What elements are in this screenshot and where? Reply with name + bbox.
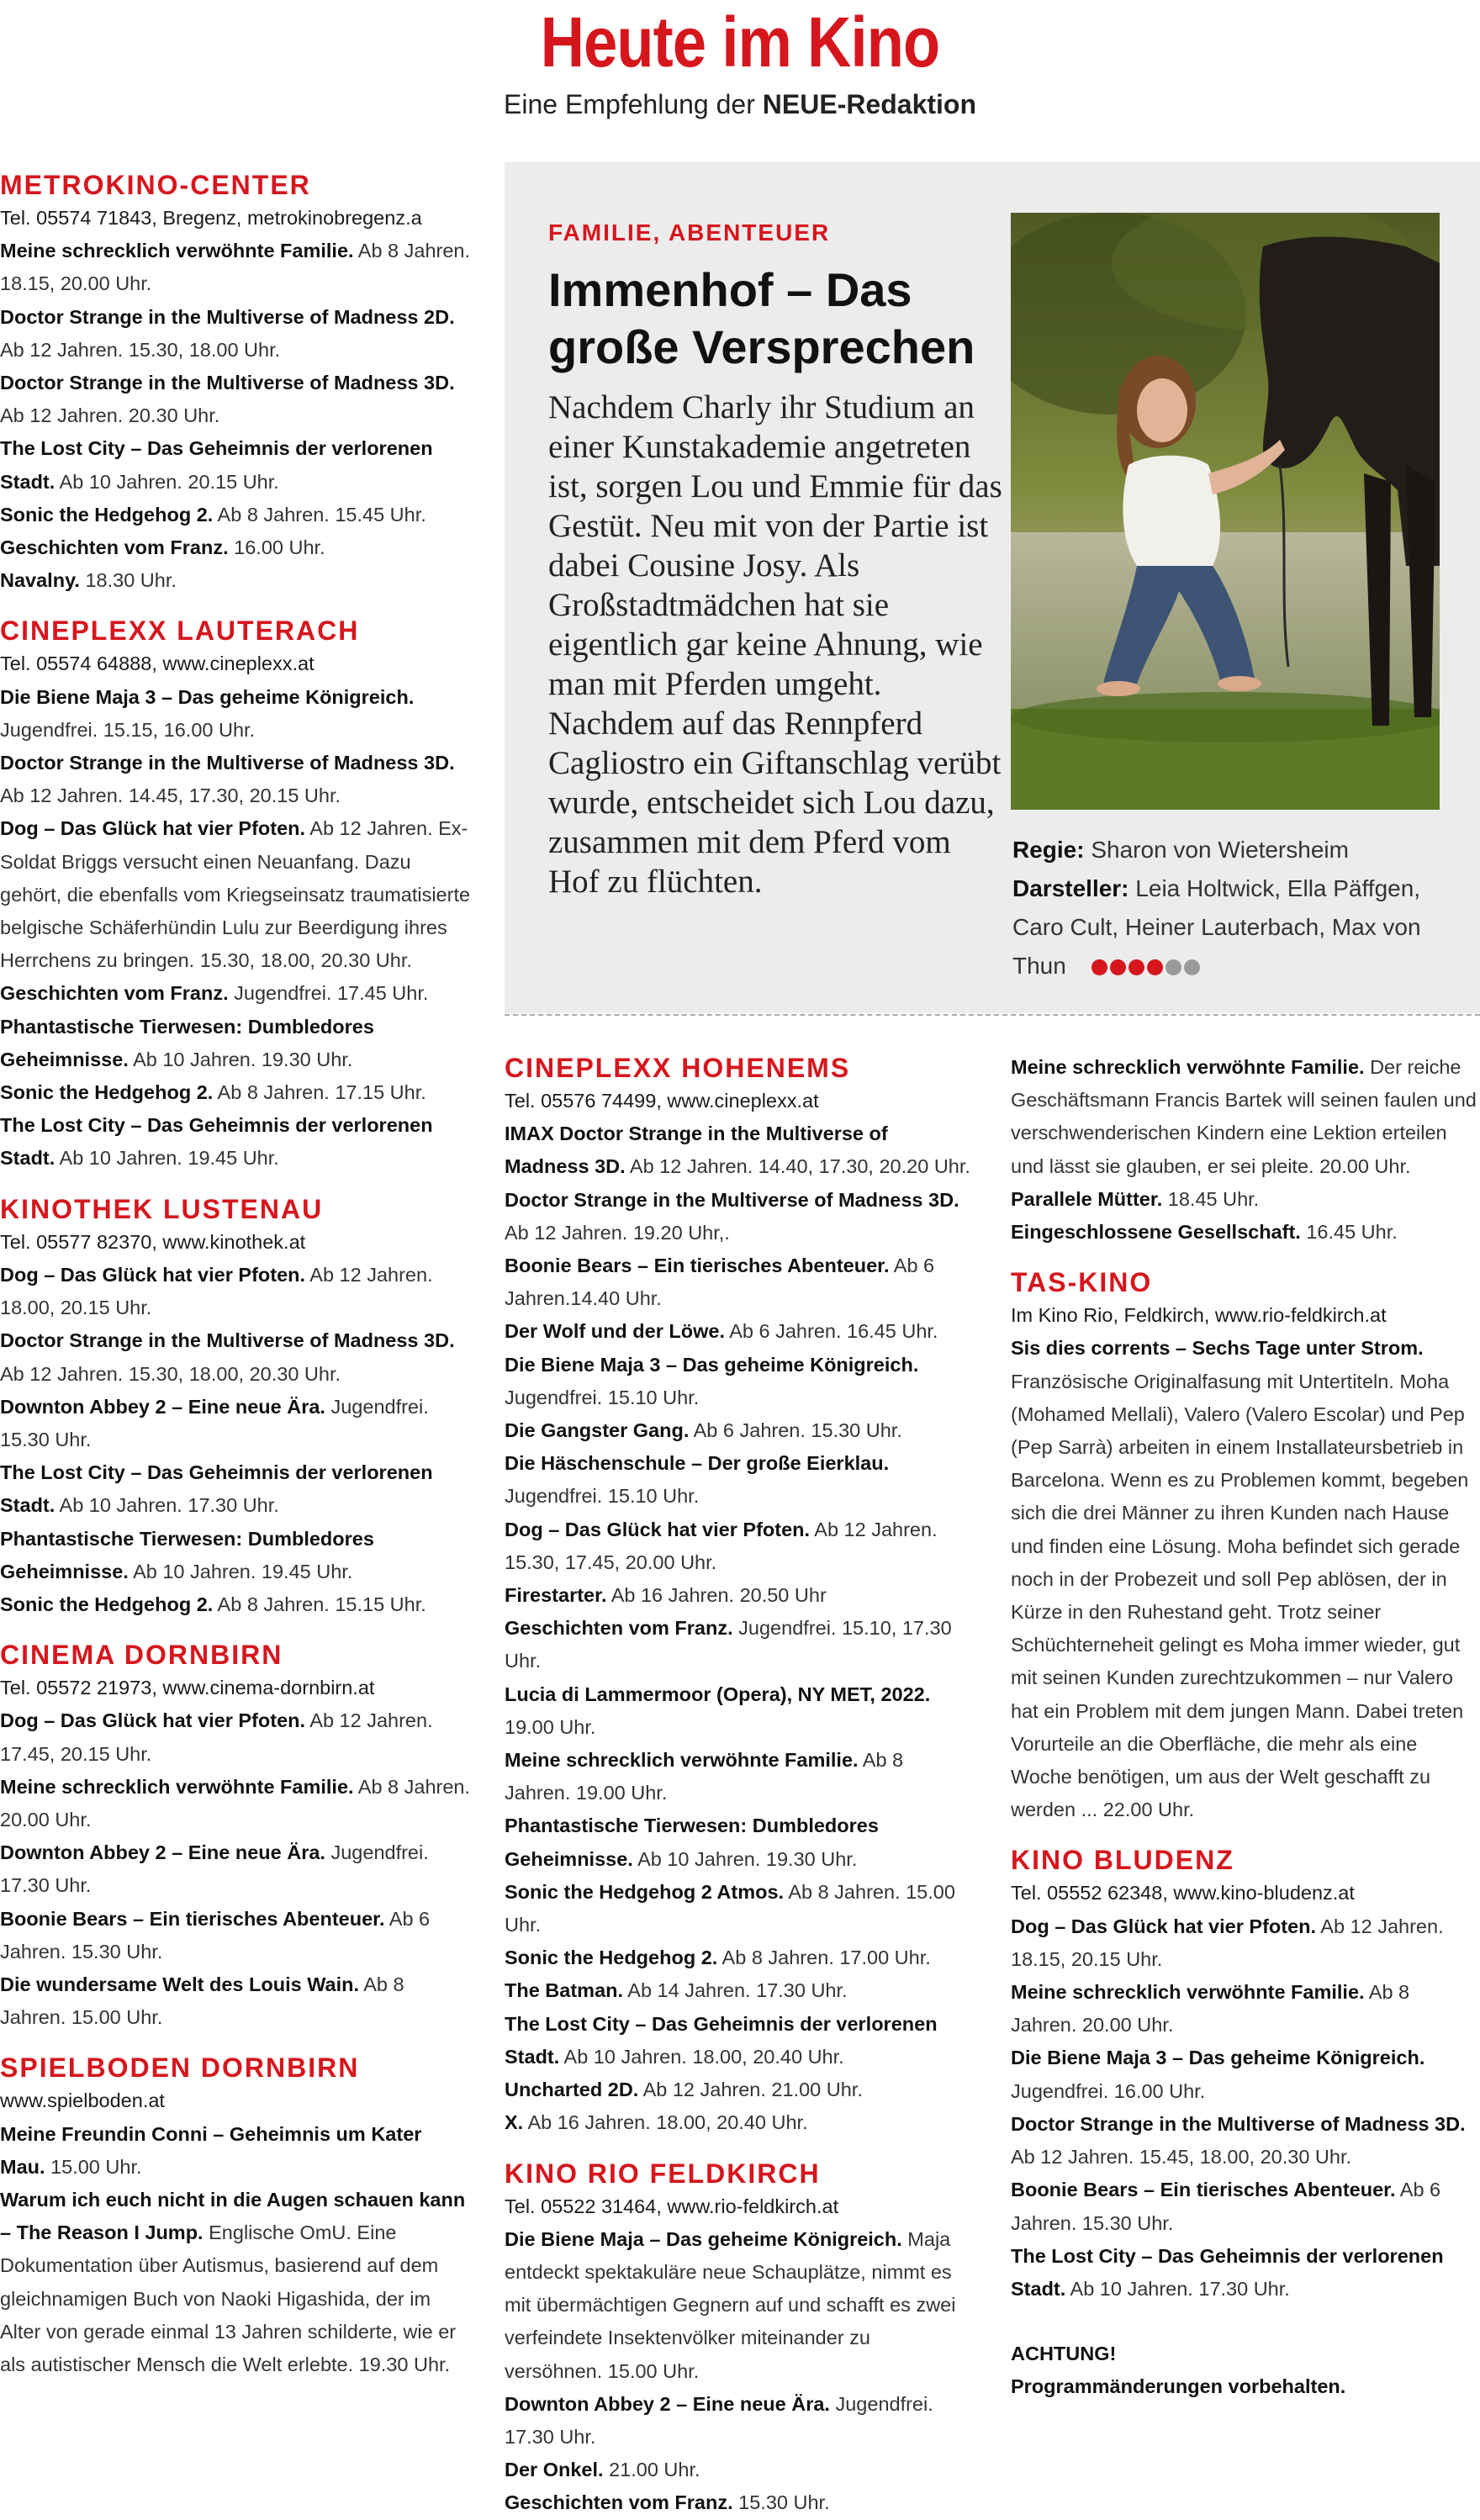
film-entry bbox=[1011, 2042, 1480, 2107]
film-details: Ab 10 Jahren. 20.15 Uhr. bbox=[59, 470, 279, 493]
film-details: Ab 12 Jahren. 14.45, 17.30, 20.15 Uhr. bbox=[0, 785, 341, 807]
cinema-contact: Tel. 05574 71843, Bregenz, metrokinobregenz.a bbox=[0, 207, 422, 229]
film-details: Französische Originalfasung mit Untertiteln. Moha (Mohamed Mellali), Valero (Valero Escolar) und Pep (Pep Sarrà) arbeiten in einem Installateursbetrieb in Barcelona. Wenn es zu Problemen kommt, begeben sich die drei Männer zu ihren Kunden nach Hause und finden eine Lösung. Moha befindet sich gerade noch in der Probezeit und soll Pep ablösen, der in Kürze in den Ruhestand geht. Trotz seiner Schüchterneheit gelingt es Moha immer wieder, gut mit seinen Kunden zurechtzukommen – nur Valero hat ein Problem mit dem jungen Mann. Dabei treten Vorurteile an die Oberfläche, die mehr als eine Woche benötigen, um aus der Welt geschafft zu werden ... 22.00 Uhr. bbox=[1011, 1370, 1469, 1821]
film-details: Ab 10 Jahren. 17.30 Uhr. bbox=[1070, 2277, 1290, 2300]
film-title: X. bbox=[505, 2111, 524, 2134]
film-title: Der Wolf und der Löwe. bbox=[505, 1320, 725, 1343]
film-title: Phantastische Tierwesen: Dumbledores Geheimnisse. bbox=[0, 1015, 374, 1070]
notice-text: Programmänderungen vorbehalten. bbox=[1011, 2375, 1346, 2398]
film-title: Downton Abbey 2 – Eine neue Ära. bbox=[0, 1395, 325, 1418]
film-entry bbox=[1011, 2108, 1480, 2174]
film-entry bbox=[505, 1514, 971, 1579]
film-details: Ab 8 Jahren. 15.00 Uhr. bbox=[505, 1880, 955, 1936]
film-details: Ab 10 Jahren. 19.30 Uhr. bbox=[637, 1847, 858, 1870]
regie-value: Sharon von Wietersheim bbox=[1091, 837, 1349, 863]
rating-dot-filled bbox=[1110, 959, 1126, 975]
film-details: Ab 16 Jahren. 20.50 Uhr bbox=[610, 1584, 827, 1607]
film-details: Ab 8 Jahren. 20.00 Uhr. bbox=[0, 1775, 471, 1831]
film-details: Ab 12 Jahren. 18.15, 20.15 Uhr. bbox=[1011, 1915, 1444, 1970]
film-entry bbox=[505, 1678, 971, 1744]
feature-photo bbox=[1011, 213, 1440, 810]
film-title: Die Biene Maja 3 – Das geheime Königreich. bbox=[0, 685, 415, 708]
cinema-contact: www.spielboden.at bbox=[0, 2089, 165, 2112]
film-title: Doctor Strange in the Multiverse of Madness 2D. bbox=[0, 305, 455, 328]
film-title: Die Häschenschule – Der große Eierklau. bbox=[505, 1452, 890, 1475]
film-entry bbox=[0, 367, 471, 432]
film-entry bbox=[0, 1968, 471, 2034]
film-details: Ab 8 Jahren. 15.00 Uhr. bbox=[0, 1973, 404, 2029]
cinema-name: CINEMA DORNBIRN bbox=[0, 1640, 283, 1671]
feature-divider bbox=[505, 1014, 1480, 1016]
film-title: Die Biene Maja 3 – Das geheime Königreich. bbox=[505, 1353, 919, 1376]
film-title: Phantastische Tierwesen: Dumbledores Geheimnisse. bbox=[505, 1815, 879, 1870]
col3-cinemas bbox=[1011, 1265, 1480, 2306]
film-entry bbox=[0, 564, 471, 597]
film-details: Ab 6 Jahren.14.40 Uhr. bbox=[505, 1255, 935, 1310]
film-details: 15.00 Uhr. bbox=[50, 2155, 142, 2178]
film-title: Meine Freundin Conni – Geheimnis um Kater Mau. bbox=[0, 2122, 422, 2178]
film-entry bbox=[0, 1523, 471, 1588]
film-title: Dog – Das Glück hat vier Pfoten. bbox=[0, 1709, 306, 1732]
film-entry bbox=[505, 1349, 971, 1414]
film-entry bbox=[505, 2388, 971, 2454]
film-entry bbox=[505, 1117, 971, 1183]
film-details: Ab 8 Jahren. 19.00 Uhr. bbox=[505, 1749, 904, 1804]
film-entry bbox=[0, 1324, 471, 1390]
film-details: Jugendfrei. 15.10 Uhr. bbox=[505, 1485, 700, 1508]
film-details: Ab 8 Jahren. 17.15 Uhr. bbox=[217, 1081, 426, 1104]
film-title: Boonie Bears – Ein tierisches Abenteuer. bbox=[0, 1907, 385, 1930]
film-title: Sis dies corrents – Sechs Tage unter Strom. bbox=[1011, 1337, 1424, 1360]
feature-genre: FAMILIE, ABENTEUER bbox=[548, 219, 831, 246]
film-details: Ab 12 Jahren. 15.30, 18.00 Uhr. bbox=[0, 338, 281, 361]
cinema-name: METROKINO-CENTER bbox=[0, 170, 311, 200]
cinema-contact: Tel. 05522 31464, www.rio-feldkirch.at bbox=[505, 2195, 839, 2217]
film-entry bbox=[505, 1876, 971, 1942]
page-title: Heute im Kino bbox=[540, 3, 940, 82]
photo-illustration bbox=[1011, 213, 1440, 810]
film-entry bbox=[0, 2184, 471, 2381]
film-details: Jugendfrei. 17.45 Uhr. bbox=[234, 982, 429, 1005]
film-details: 18.30 Uhr. bbox=[85, 569, 177, 592]
rating-dot-filled bbox=[1147, 959, 1163, 975]
rating-dots bbox=[1092, 948, 1202, 987]
film-entry bbox=[0, 235, 471, 300]
film-title: Downton Abbey 2 – Eine neue Ära. bbox=[0, 1841, 325, 1864]
credit-regie bbox=[1012, 831, 1450, 869]
film-entry bbox=[505, 1744, 971, 1809]
film-entry bbox=[0, 1011, 471, 1076]
film-details: Ab 12 Jahren. Ex-Soldat Briggs versucht einen Neuanfang. Dazu gehört, die ebenfalls vom Kriegseinsatz traumatisierte belgische Schäferhündin Lulu zur Beerdigung ihres Herrchens zu bringen. 15.30, 18.00, 20.30 Uhr. bbox=[0, 817, 471, 972]
cinema-contact: Tel. 05572 21973, www.cinema-dornbirn.at bbox=[0, 1677, 375, 1699]
film-details: Ab 6 Jahren. 15.30 Uhr. bbox=[0, 1907, 431, 1963]
column-right bbox=[1011, 1051, 1480, 2404]
film-entry bbox=[0, 2118, 471, 2184]
rating-dot-filled bbox=[1092, 959, 1107, 975]
film-details: Ab 8 Jahren. 18.15, 20.00 Uhr. bbox=[0, 240, 471, 295]
film-title: The Lost City – Das Geheimnis der verlorenen Stadt. bbox=[0, 437, 433, 493]
notice-title: ACHTUNG! bbox=[1011, 2343, 1117, 2365]
film-entry bbox=[0, 1588, 471, 1621]
film-entry bbox=[0, 812, 471, 977]
film-title: Sonic the Hedgehog 2 Atmos. bbox=[505, 1880, 785, 1903]
film-title: Meine schrecklich verwöhnte Familie. bbox=[1011, 1981, 1365, 2004]
film-title: IMAX Doctor Strange in the Multiverse of Madness 3D. bbox=[505, 1123, 888, 1178]
film-entry bbox=[0, 1076, 471, 1109]
film-details: Jugendfrei. 16.00 Uhr. bbox=[1011, 2079, 1206, 2102]
film-details: 16.45 Uhr. bbox=[1306, 1221, 1398, 1244]
film-entry bbox=[0, 499, 471, 531]
film-entry bbox=[1011, 2174, 1480, 2239]
film-entry bbox=[505, 1414, 971, 1447]
feature-box bbox=[505, 162, 1480, 1013]
film-details: Ab 12 Jahren. 19.20 Uhr,. bbox=[505, 1221, 730, 1244]
film-details: Ab 8 Jahren. 17.00 Uhr. bbox=[722, 1947, 931, 1969]
film-entry bbox=[505, 1974, 971, 2007]
film-details: Ab 10 Jahren. 17.30 Uhr. bbox=[59, 1494, 279, 1517]
rating-dot-filled bbox=[1128, 959, 1144, 975]
film-title: Geschichten vom Franz. bbox=[505, 1617, 733, 1640]
film-entry bbox=[505, 2074, 971, 2106]
cinema-name: KINO RIO FELDKIRCH bbox=[505, 2158, 821, 2189]
film-title: Geschichten vom Franz. bbox=[505, 2491, 733, 2514]
film-details: Maja entdeckt spektakuläre neue Schauplätze, nimmt es mit übermächtigen Gegnern auf und schafft es zwei verfeindete Insektenvölker miteinander zu versöhnen. 15.00 Uhr. bbox=[505, 2227, 956, 2382]
film-title: Sonic the Hedgehog 2. bbox=[0, 1593, 214, 1615]
cinema-name: TAS-KINO bbox=[1011, 1267, 1153, 1298]
film-entry bbox=[0, 1704, 471, 1770]
film-entry bbox=[505, 2486, 971, 2519]
film-title: Geschichten vom Franz. bbox=[0, 982, 229, 1005]
cinema-contact: Tel. 05552 62348, www.kino-bludenz.at bbox=[1011, 1882, 1355, 1905]
film-entry bbox=[505, 2223, 971, 2388]
film-details: Ab 8 Jahren. 20.00 Uhr. bbox=[1011, 1981, 1410, 2037]
film-title: Die Gangster Gang. bbox=[505, 1419, 690, 1442]
film-details: Jugendfrei. 17.30 Uhr. bbox=[0, 1841, 429, 1897]
film-entry bbox=[1011, 2240, 1480, 2306]
film-entry bbox=[0, 1836, 471, 1902]
film-details: Ab 8 Jahren. 15.15 Uhr. bbox=[217, 1593, 426, 1615]
film-details: Ab 10 Jahren. 19.45 Uhr. bbox=[133, 1560, 353, 1582]
film-entry bbox=[0, 977, 471, 1010]
film-title: Sonic the Hedgehog 2. bbox=[0, 1081, 214, 1104]
film-title: Meine schrecklich verwöhnte Familie. bbox=[1011, 1056, 1365, 1078]
film-details: Ab 12 Jahren. 20.30 Uhr. bbox=[0, 404, 220, 427]
film-entry bbox=[505, 2106, 971, 2139]
film-entry bbox=[0, 301, 471, 367]
film-title: Eingeschlossene Gesellschaft. bbox=[1011, 1221, 1301, 1244]
film-entry bbox=[505, 1809, 971, 1875]
film-details: Jugendfrei. 15.15, 16.00 Uhr. bbox=[0, 718, 256, 741]
film-details: Ab 12 Jahren. 14.40, 17.30, 20.20 Uhr. bbox=[629, 1155, 970, 1178]
film-entry bbox=[1011, 1051, 1480, 1183]
film-title: Meine schrecklich verwöhnte Familie. bbox=[0, 240, 354, 262]
film-entry bbox=[0, 747, 471, 812]
film-title: Doctor Strange in the Multiverse of Madness 3D. bbox=[0, 372, 455, 394]
feature-credits bbox=[1012, 831, 1450, 987]
cinema-name: CINEPLEXX HOHENEMS bbox=[505, 1053, 851, 1083]
film-title: Boonie Bears – Ein tierisches Abenteuer. bbox=[505, 1255, 890, 1277]
subtitle-prefix: Eine Empfehlung der bbox=[504, 89, 763, 119]
film-entry bbox=[1011, 1216, 1480, 1249]
film-details: Ab 6 Jahren. 15.30 Uhr. bbox=[1011, 2179, 1441, 2234]
film-title: Phantastische Tierwesen: Dumbledores Geheimnisse. bbox=[0, 1527, 374, 1582]
film-details: Ab 6 Jahren. 16.45 Uhr. bbox=[729, 1320, 938, 1343]
film-details: Ab 12 Jahren. 15.30, 18.00, 20.30 Uhr. bbox=[0, 1362, 341, 1385]
film-title: Dog – Das Glück hat vier Pfoten. bbox=[0, 817, 306, 840]
film-entry bbox=[1011, 1910, 1480, 1976]
film-title: The Lost City – Das Geheimnis der verlorenen Stadt. bbox=[0, 1114, 433, 1170]
film-entry bbox=[505, 2454, 971, 2486]
film-title: Lucia di Lammermoor (Opera), NY MET, 2022. bbox=[505, 1683, 931, 1705]
film-title: Doctor Strange in the Multiverse of Madness 3D. bbox=[0, 752, 455, 774]
film-details: Ab 12 Jahren. 17.45, 20.15 Uhr. bbox=[0, 1709, 433, 1765]
film-entry bbox=[0, 531, 471, 564]
cinema-contact: Tel. 05577 82370, www.kinothek.at bbox=[0, 1230, 306, 1253]
film-details: Ab 10 Jahren. 19.30 Uhr. bbox=[133, 1048, 353, 1070]
film-title: Die Biene Maja – Das geheime Königreich. bbox=[505, 2227, 902, 2250]
film-details: Ab 12 Jahren. 21.00 Uhr. bbox=[642, 2079, 863, 2101]
darsteller-value: Leia Holtwick, Ella Päffgen, Caro Cult, Heiner Lauterbach, Max von Thun bbox=[1012, 875, 1421, 979]
film-title: The Batman. bbox=[505, 1979, 624, 2002]
film-details: Englische OmU. Eine Dokumentation über Autismus, basierend auf dem gleichnamigen Buch von Naoki Higashida, der im Alter von gerade einmal 13 Jahren schilderte, wie er als autistischer Mensch die Welt erlebte. 19.30 Uhr. bbox=[0, 2222, 457, 2375]
film-title: Sonic the Hedgehog 2. bbox=[505, 1947, 718, 1969]
film-entry bbox=[0, 1456, 471, 1522]
notice bbox=[1011, 2338, 1480, 2403]
film-title: Doctor Strange in the Multiverse of Madness 3D. bbox=[1011, 2112, 1466, 2135]
rating-dot-empty bbox=[1166, 959, 1181, 975]
rio-continued bbox=[1011, 1051, 1480, 1249]
film-details: Jugendfrei. 17.30 Uhr. bbox=[505, 2392, 933, 2448]
film-entry bbox=[0, 1109, 471, 1175]
subtitle-brand: NEUE-Redaktion bbox=[762, 89, 976, 119]
film-title: Warum ich euch nicht in die Augen schauen kann – The Reason I Jump. bbox=[0, 2188, 466, 2244]
film-details: 16.00 Uhr. bbox=[234, 536, 325, 559]
film-details: 15.30 Uhr. bbox=[738, 2491, 830, 2514]
cinema-contact: Tel. 05574 64888, www.cineplexx.at bbox=[0, 652, 314, 675]
film-entry bbox=[0, 681, 471, 747]
cinema-name: SPIELBODEN DORNBIRN bbox=[0, 2052, 360, 2084]
darsteller-label: Darsteller: bbox=[1012, 875, 1129, 901]
cinema-contact: Im Kino Rio, Feldkirch, www.rio-feldkirch.at bbox=[1011, 1304, 1387, 1327]
cinema-name: KINO BLUDENZ bbox=[1011, 1845, 1234, 1876]
film-title: Dog – Das Glück hat vier Pfoten. bbox=[0, 1263, 306, 1286]
film-details: Ab 8 Jahren. 15.45 Uhr. bbox=[217, 503, 426, 526]
film-entry bbox=[505, 1447, 971, 1513]
film-details: 21.00 Uhr. bbox=[609, 2459, 700, 2481]
film-entry bbox=[1011, 1976, 1480, 2042]
film-entry bbox=[0, 1903, 471, 1968]
film-details: Ab 16 Jahren. 18.00, 20.40 Uhr. bbox=[527, 2111, 808, 2134]
cinema-contact: Tel. 05576 74499, www.cineplexx.at bbox=[505, 1090, 819, 1112]
film-details: Ab 14 Jahren. 17.30 Uhr. bbox=[627, 1979, 848, 2002]
film-title: Doctor Strange in the Multiverse of Madness 3D. bbox=[0, 1329, 455, 1352]
film-entry bbox=[505, 1315, 971, 1348]
film-details: Ab 12 Jahren. 15.30, 17.45, 20.00 Uhr. bbox=[505, 1518, 938, 1573]
film-title: Die wundersame Welt des Louis Wain. bbox=[0, 1973, 360, 1995]
film-details: Ab 12 Jahren. 15.45, 18.00, 20.30 Uhr. bbox=[1011, 2146, 1352, 2169]
film-title: Meine schrecklich verwöhnte Familie. bbox=[0, 1775, 354, 1798]
film-details: Jugendfrei. 15.10, 17.30 Uhr. bbox=[505, 1617, 952, 1672]
film-title: Meine schrecklich verwöhnte Familie. bbox=[505, 1749, 859, 1772]
film-title: Boonie Bears – Ein tierisches Abenteuer. bbox=[1011, 2179, 1396, 2201]
film-details: 18.45 Uhr. bbox=[1167, 1187, 1260, 1210]
film-entry bbox=[505, 1184, 971, 1249]
film-details: Ab 10 Jahren. 19.45 Uhr. bbox=[59, 1147, 279, 1170]
rating-dot-empty bbox=[1184, 959, 1200, 975]
credit-darsteller bbox=[1012, 869, 1450, 987]
film-entry bbox=[0, 432, 471, 498]
cinema-name: CINEPLEXX LAUTERACH bbox=[0, 615, 360, 647]
film-title: The Lost City – Das Geheimnis der verlorenen Stadt. bbox=[505, 2012, 938, 2068]
film-entry bbox=[1011, 1332, 1480, 1826]
regie-label: Regie: bbox=[1012, 837, 1085, 863]
feature-body: Nachdem Charly ihr Studium an einer Kunstakademie angetreten ist, sorgen Lou und Emmie für das Gestüt. Neu mit von der Partie ist dabei Cousine Josy. Als Großstadtmädchen hat sie eigentlich gar keine Ahnung, wie man mit Pferden umgeht. Nachdem auf das Rennpferd Cagliostro ein Giftanschlag verübt wurde, entscheidet sich Lou dazu, zusammen mit dem Pferd vom Hof zu flüchten. bbox=[548, 389, 1002, 900]
film-entry bbox=[0, 1259, 471, 1324]
film-title: Doctor Strange in the Multiverse of Madness 3D. bbox=[505, 1188, 959, 1211]
film-title: Der Onkel. bbox=[505, 2459, 604, 2481]
cinema-name: KINOTHEK LUSTENAU bbox=[0, 1193, 324, 1224]
film-details: 19.00 Uhr. bbox=[505, 1715, 596, 1738]
column-middle bbox=[505, 1051, 971, 2520]
film-entry bbox=[0, 1771, 471, 1836]
film-title: Dog – Das Glück hat vier Pfoten. bbox=[1011, 1915, 1317, 1937]
film-entry bbox=[0, 1391, 471, 1456]
film-details: Jugendfrei. 15.30 Uhr. bbox=[0, 1395, 429, 1450]
film-entry bbox=[505, 1942, 971, 1974]
feature-title: Immenhof – Das große Versprechen bbox=[548, 263, 975, 373]
film-entry bbox=[505, 2008, 971, 2074]
film-title: Geschichten vom Franz. bbox=[0, 536, 229, 559]
film-title: Die Biene Maja 3 – Das geheime Königreich. bbox=[1011, 2047, 1425, 2069]
film-details: Jugendfrei. 15.10 Uhr. bbox=[505, 1386, 700, 1408]
film-entry bbox=[505, 1612, 971, 1677]
column-left bbox=[0, 168, 471, 2381]
film-entry bbox=[1011, 1183, 1480, 1216]
film-title: Uncharted 2D. bbox=[505, 2079, 639, 2101]
film-title: Parallele Mütter. bbox=[1011, 1187, 1163, 1210]
film-details: Ab 6 Jahren. 15.30 Uhr. bbox=[693, 1419, 902, 1442]
film-title: Sonic the Hedgehog 2. bbox=[0, 503, 214, 526]
film-title: The Lost City – Das Geheimnis der verlorenen Stadt. bbox=[1011, 2244, 1444, 2300]
film-title: Navalny. bbox=[0, 569, 80, 592]
film-entry bbox=[505, 1249, 971, 1315]
film-title: Downton Abbey 2 – Eine neue Ära. bbox=[505, 2392, 830, 2415]
film-details: Der reiche Geschäftsmann Francis Bartek will seinen faulen und verschwenderischen Kindern eine Lektion erteilen und lässt sie glauben, er sei pleite. 20.00 Uhr. bbox=[1011, 1056, 1477, 1177]
film-title: Firestarter. bbox=[505, 1584, 607, 1607]
film-details: Ab 10 Jahren. 18.00, 20.40 Uhr. bbox=[563, 2045, 844, 2068]
film-details: Ab 12 Jahren. 18.00, 20.15 Uhr. bbox=[0, 1263, 433, 1319]
film-title: The Lost City – Das Geheimnis der verlorenen Stadt. bbox=[0, 1461, 433, 1517]
page-subtitle bbox=[0, 89, 1480, 120]
film-entry bbox=[505, 1579, 971, 1612]
film-title: Dog – Das Glück hat vier Pfoten. bbox=[505, 1518, 811, 1540]
